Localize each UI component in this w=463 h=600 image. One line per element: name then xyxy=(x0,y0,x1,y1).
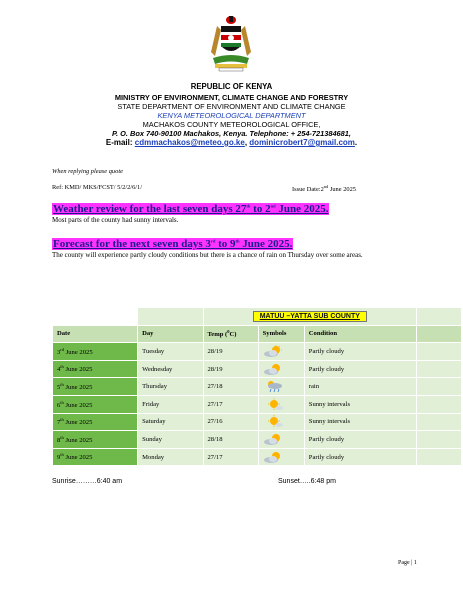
email-link-primary[interactable]: cdmmachakos@meteo.go.ke xyxy=(134,138,245,147)
day-cell: Tuesday xyxy=(138,343,203,361)
department-name: KENYA METEOROLOGICAL DEPARTMENT xyxy=(157,111,306,120)
email-separator: , xyxy=(244,138,248,147)
day-cell: Wednesday xyxy=(138,360,203,378)
header-condition: Condition xyxy=(304,325,416,343)
date-cell: 3rd June 2025 xyxy=(53,343,138,361)
table-title-row xyxy=(53,308,462,326)
table-row xyxy=(53,413,462,431)
temp-cell: 28/18 xyxy=(203,431,258,449)
day-cell: Thursday xyxy=(138,378,203,396)
email-end: . xyxy=(354,138,358,147)
table-row xyxy=(53,360,462,378)
postal-address: P. O. Box 740-90100 Machakos, Kenya. Telephone: + 254-721384681, xyxy=(112,129,351,138)
table-row xyxy=(53,431,462,449)
table-row xyxy=(53,448,462,466)
review-text: Most parts of the county had sunny intervals. xyxy=(52,216,179,224)
state-department: STATE DEPARTMENT OF ENVIRONMENT AND CLIMATE CHANGE xyxy=(117,102,346,111)
table-row xyxy=(53,395,462,413)
day-cell: Saturday xyxy=(138,413,203,431)
country-heading: REPUBLIC OF KENYA xyxy=(190,82,273,91)
temp-cell: 28/19 xyxy=(203,360,258,378)
temp-cell: 27/17 xyxy=(203,395,258,413)
table-row xyxy=(53,343,462,361)
partly-cloudy-icon xyxy=(263,451,285,464)
condition-cell: Partly cloudy xyxy=(304,360,416,378)
condition-cell: Partly cloudy xyxy=(304,431,416,449)
date-cell: 5th June 2025 xyxy=(53,378,138,396)
condition-cell: Sunny intervals xyxy=(304,395,416,413)
symbol-cell xyxy=(258,448,304,466)
partly-cloudy-icon xyxy=(263,363,285,376)
header-temp: Temp ($^0$C) xyxy=(203,325,258,343)
temp-cell: 27/18 xyxy=(203,378,258,396)
partly-cloudy-icon xyxy=(263,433,285,446)
review-heading: Weather review for the last seven days 27th to 2nd June 2025. xyxy=(53,203,329,215)
email-link-secondary[interactable]: dominicrobert7@gmail.com xyxy=(249,138,355,147)
header-date: Date xyxy=(53,325,138,343)
date-cell: 8th June 2025 xyxy=(53,431,138,449)
rain-icon xyxy=(263,380,285,393)
symbol-cell xyxy=(258,395,304,413)
email-label: E-mail: xyxy=(105,138,133,147)
sunny-intervals-icon xyxy=(263,398,285,411)
email-line xyxy=(0,138,463,147)
condition-cell: Partly cloudy xyxy=(304,343,416,361)
condition-cell: Sunny intervals xyxy=(304,413,416,431)
ministry-name: MINISTRY OF ENVIRONMENT, CLIMATE CHANGE AND FORESTRY xyxy=(114,93,349,102)
forecast-text: The county will experience partly cloudy conditions but there is a chance of rain on Thursday over some areas. xyxy=(52,251,363,259)
table-header-row xyxy=(53,325,462,343)
issue-date: Issue Date:2nd June 2025 xyxy=(292,184,356,194)
sunset-time: Sunset…..6:48 pm xyxy=(278,478,336,485)
sunrise-time: Sunrise………6:40 am xyxy=(52,478,123,485)
forecast-heading: Forecast for the next seven days 3rd to 9th June 2025. xyxy=(53,238,293,250)
table-title: MATUU –YATTA SUB COUNTY xyxy=(253,311,367,322)
symbol-cell xyxy=(258,413,304,431)
temp-cell: 27/17 xyxy=(203,448,258,466)
symbol-cell xyxy=(258,343,304,361)
day-cell: Friday xyxy=(138,395,203,413)
symbol-cell xyxy=(258,378,304,396)
page-number: Page | 1 xyxy=(398,560,417,566)
symbol-cell xyxy=(258,431,304,449)
day-cell: Sunday xyxy=(138,431,203,449)
kenya-coat-of-arms-icon xyxy=(207,12,255,74)
date-cell: 7th June 2025 xyxy=(53,413,138,431)
date-cell: 4th June 2025 xyxy=(53,360,138,378)
office-name: MACHAKOS COUNTY METEOROLOGICAL OFFICE, xyxy=(142,120,321,129)
forecast-table xyxy=(52,307,462,466)
reference-number: Ref: KMD/ MKS/FCST/ 5/2/2/6/1/ xyxy=(52,184,143,191)
reply-note: When replying please quote xyxy=(52,168,123,175)
day-cell: Monday xyxy=(138,448,203,466)
header-day: Day xyxy=(138,325,203,343)
date-cell: 9th June 2025 xyxy=(53,448,138,466)
temp-cell: 27/16 xyxy=(203,413,258,431)
temp-cell: 28/19 xyxy=(203,343,258,361)
date-cell: 6th June 2025 xyxy=(53,395,138,413)
partly-cloudy-icon xyxy=(263,345,285,358)
sunny-intervals-icon xyxy=(263,415,285,428)
header-symbols: Symbols xyxy=(258,325,304,343)
condition-cell: Partly cloudy xyxy=(304,448,416,466)
symbol-cell xyxy=(258,360,304,378)
condition-cell: rain xyxy=(304,378,416,396)
table-row xyxy=(53,378,462,396)
